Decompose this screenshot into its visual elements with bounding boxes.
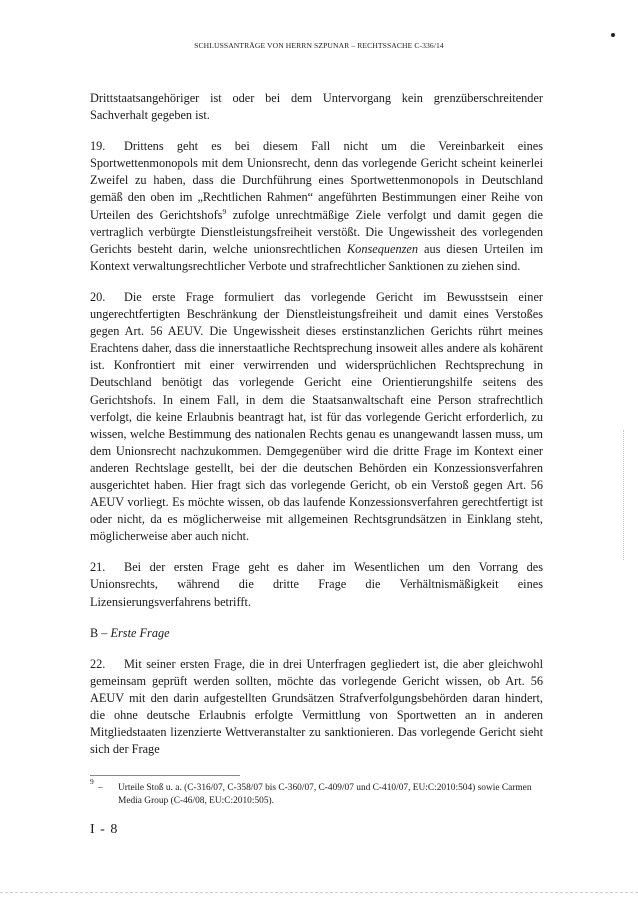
footnote-divider	[90, 775, 240, 776]
running-header: SCHLUSSANTRÄGE VON HERRN SZPUNAR – RECHTSSACHE C-336/14	[194, 41, 444, 50]
paragraph-number: 22.	[90, 656, 106, 671]
section-heading: B – Erste Frage	[90, 625, 170, 640]
paragraph-number: 20.	[90, 289, 106, 304]
footnote-text: Urteile Stoß u. a. (C-316/07, C-358/07 bis C-360/07, C-409/07 und C-410/07, EU:C:2010:504) sowie Carmen Media Group (C-46/08, EU:C:2010:505).	[118, 783, 532, 806]
footnote: 9 – Urteile Stoß u. a. (C-316/07, C-358/07 bis C-360/07, C-409/07 und C-410/07, EU:C:2010:504) sowie Carmen Media Group (C-46/08, EU:C:2010:505).	[90, 782, 545, 808]
page-number: I - 8	[90, 822, 119, 837]
scan-dot	[611, 33, 615, 37]
footnote-dash: –	[98, 783, 103, 793]
footnote-reference: 9	[222, 206, 227, 216]
body-text	[90, 90, 543, 772]
scan-bottom-edge	[0, 892, 638, 897]
paragraph-20: 20. Die erste Frage formuliert das vorlegende Gericht im Bewusstsein einer ungerechtfertigten Beschränkung der Dienstleistungsfreiheit und damit eines Verstoßes gegen Art. 56 AEUV. Die Ungewissheit dieses erstinstanzlichen Gerichts rührt meines Erachtens daher, dass die innerstaatliche Rechtsprechung insoweit alles andere als kohärent ist. Konfrontiert mit einer verwirrenden und widersprüchlichen Rechtsprechung in Deutschland benötigt das vorlegende Gericht eine Orientierungshilfe seitens des Gerichtshofs. In einem Fall, in dem die Staatsanwaltschaft eine Person strafrechtlich verfolgt, die keine Erlaubnis beantragt hat, ist für das vorlegende Gericht erforderlich, zu wissen, welche Bestimmung des nationalen Rechts genau es unangewandt lassen muss, um dem Unionsrecht nachzukommen. Demgegenüber wird die dritte Frage im Kontext einer anderen Rechtslage gestellt, bei der die deutschen Behörden ein Konzessionsverfahren ausgerichtet haben. Hier fragt sich das vorlegende Gericht, ob ein Verstoß gegen Art. 56 AEUV vorliegt. Es möchte wissen, ob das laufende Konzessionsverfahren gerechtfertigt ist oder nicht, da es möglicherweise mit allgemeinen Rechtsgrundsätzen in Einklang steht, möglicherweise aber auch nicht.	[90, 289, 543, 544]
paragraph-22: 22. Mit seiner ersten Frage, die in drei Unterfragen gegliedert ist, die aber gleichwohl gemeinsam geprüft werden sollten, möchte das vorlegende Gericht wissen, ob Art. 56 AEUV mit den darin aufgestellten Grundsätzen Strafverfolgungsbehörden daran hindert, die ohne deutsche Erlaubnis erfolgte Vermittlung von Sportwetten an in anderen Mitgliedstaaten lizenzierte Wettveranstalter zu sanktionieren. Das vorlegende Gericht sieht sich der Frage	[90, 656, 543, 757]
intro-paragraph: Drittstaatsangehöriger ist oder bei dem Untervorgang kein grenzüberschreitender Sachverhalt gegeben ist.	[90, 91, 543, 123]
scan-margin-marks	[623, 430, 626, 560]
paragraph-19: 19. Drittens geht es bei diesem Fall nicht um die Vereinbarkeit eines Sportwettenmonopols mit dem Unionsrecht, denn das vorlegende Gericht scheint keinerlei Zweifel zu haben, dass die Durchführung eines Sportwettenmonopols in Deutschland gemäß den oben im „Rechtlichen Rahmen“ angeführten Bestimmungen einer Reihe von Urteilen des Gerichtshofs$^9$ zufolge unrechtmäßige Ziele verfolgt und damit gegen die vertraglich verbürgte Dienstleistungsfreiheit verstößt. Die Ungewissheit des vorlegenden Gerichts besteht darin, welche unionsrechtlichen Konsequenzen aus diesen Urteilen im Kontext verwaltungsrechtlicher Verbote und strafrechtlicher Sanktionen zu ziehen sind.	[90, 139, 544, 273]
paragraph-number: 19.	[90, 139, 106, 154]
paragraph-number: 21.	[90, 560, 106, 575]
emphasis: Konsequenzen	[346, 241, 419, 256]
paragraph-21: 21. Bei der ersten Frage geht es daher im Wesentlichen um den Vorrang des Unionsrechts, während die dritte Frage die Verhältnismäßigkeit eines Lizensierungsverfahrens betrifft.	[90, 560, 543, 609]
